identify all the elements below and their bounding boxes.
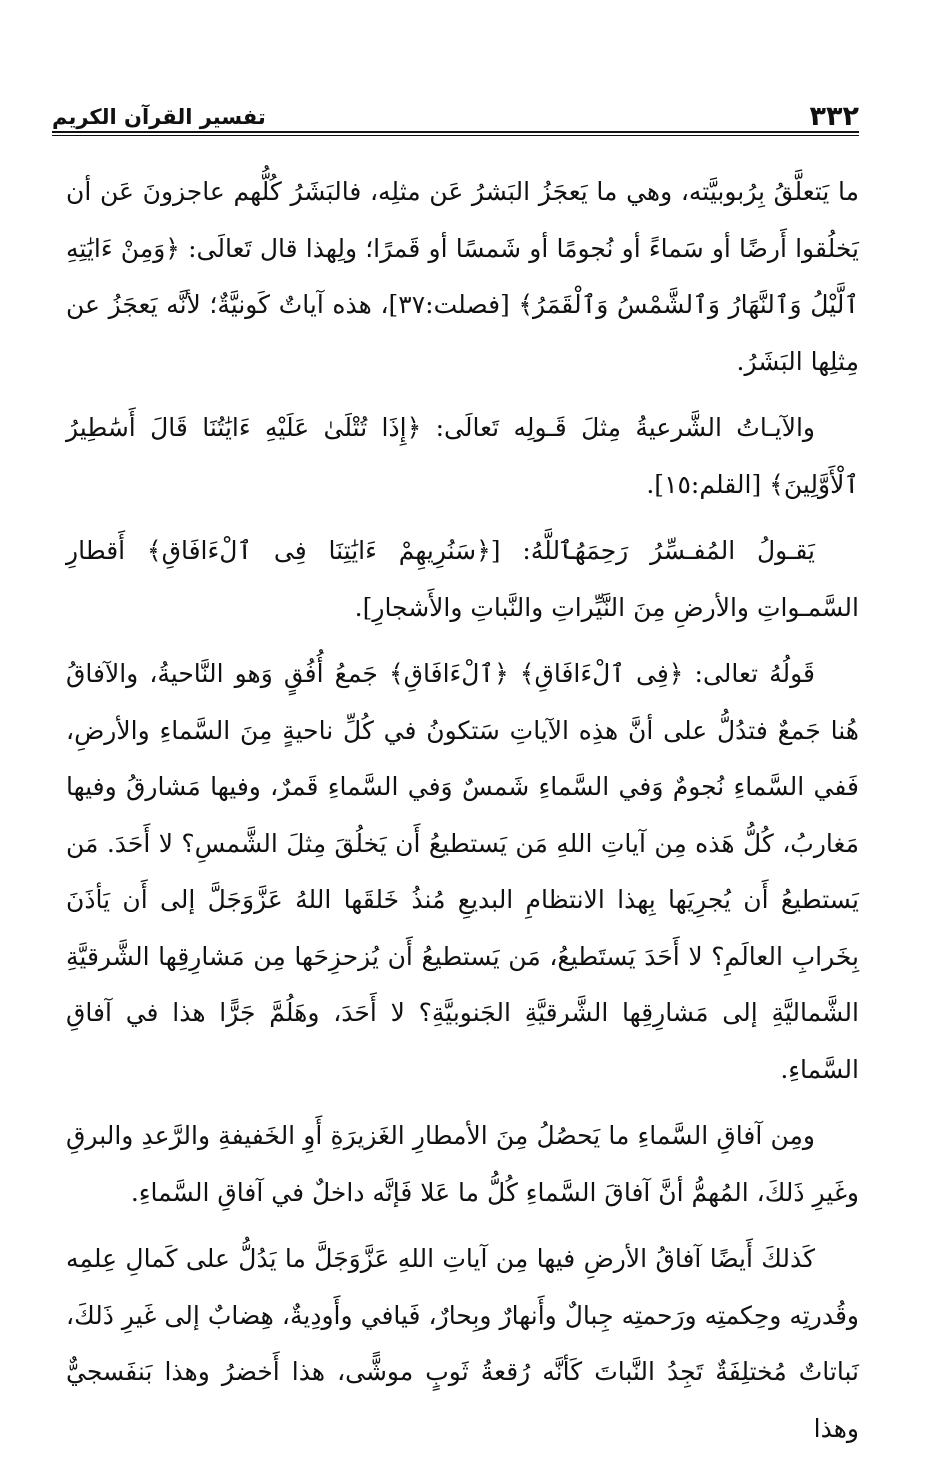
page-body (66, 164, 859, 1467)
page-header (52, 92, 859, 132)
paragraph-4: قَولُهُ تعالى: ﴿فِى ٱلْءَافَاقِ﴾ ﴿ٱلْءَافَاقِ﴾ جَمعُ أُفُقٍ وَهو النَّاحيةُ، والآفاقُ هُنا جَمعٌ فتدُلُّ على أنَّ هذِه الآياتِ سَتكونُ في كُلِّ ناحيةٍ مِنَ السَّماءِ والأرضِ، فَفي السَّماءِ نُجومٌ وَفي السَّماءِ شَمسٌ وَفي السَّماءِ قَمرٌ، وفيها مَشارقُ وفيها مَغاربُ، كُلُّ هَذه مِن آياتِ اللهِ مَن يَستطيعُ أَن يَخلُقَ مِثلَ الشَّمسِ؟ لا أَحَدَ. مَن يَستطيعُ أَن يُجرِيَها بِهذا الانتظامِ البديعِ مُنذُ خَلقَها اللهُ عَزَّوَجَلَّ إلى أَن يَأذَنَ بِخَرابِ العالَمِ؟ لا أَحَدَ يَستَطيعُ، مَن يَستطيعُ أَن يُزحزِحَها مِن مَشارِقِها الشَّرقيَّةِ الشَّماليَّةِ إلى مَشارِقِها الشَّرقيَّةِ الجَنوبيَّةِ؟ لا أَحَدَ، وهَلُمَّ جَرًّا هذا في آفاقِ السَّماءِ. (66, 659, 859, 1084)
header-rule (52, 131, 859, 133)
paragraph-1: ما يَتعلَّقُ بِرُبوبيَّته، وهي ما يَعجَزُ البَشرُ عَن مثلِه، فالبَشَرُ كُلُّهم عاجزونَ عَن أن يَخلُقوا أَرضًا أو سَماءً أو نُجومًا أو شَمسًا أو قَمرًا؛ ولِهذا قال تَعالَى: ﴿وَمِنْ ءَايَٰتِهِ ٱلَّيْلُ وَٱلنَّهَارُ وَٱلشَّمْسُ وَٱلْقَمَرُ﴾ [فصلت:٣٧]، هذه آياتٌ كَونيَّةٌ؛ لأنَّه يَعجَزُ عن مِثلِها البَشَرُ. (66, 177, 859, 376)
header-rule-thin (52, 135, 859, 136)
paragraph-5: ومِن آفاقِ السَّماءِ ما يَحصُلُ مِنَ الأمطارِ الغَزيرَةِ أَوِ الخَفيفةِ والرَّعدِ والبرقِ وغَيرِ ذَلكَ، المُهمُّ أنَّ آفاقَ السَّماءِ كُلُّ ما عَلا فَإنَّه داخلٌ في آفاقِ السَّماءِ. (66, 1121, 859, 1207)
page-number: ٣٣٢ (809, 101, 859, 132)
paragraph-2: والآيـاتُ الشَّرعيةُ مِثلَ قَـولِه تَعالَى: ﴿إِذَا تُتْلَىٰ عَلَيْهِ ءَايَٰتُنَا قَالَ أَسَٰطِيرُ ٱلْأَوَّلِينَ﴾ [القلم:١٥]. (66, 413, 859, 499)
paragraph-3: يَقـولُ المُفـسِّرُ رَحِمَهُٱللَّهُ: [﴿سَنُرِيهِمْ ءَايَٰتِنَا فِى ٱلْءَافَاقِ﴾ أَقطارِ السَّمـواتِ والأرضِ مِنَ النَّيِّراتِ والنَّباتِ والأَشجارِ]. (66, 536, 859, 622)
paragraph-6: كَذلكَ أَيضًا آفاقُ الأرضِ فيها مِن آياتِ اللهِ عَزَّوَجَلَّ ما يَدُلُّ على كَمالِ عِلمِه وقُدرتِه وحِكمتِه ورَحمتِه جِبالٌ وأَنهارٌ وبِحارٌ، فَيافي وأَودِيةٌ، هِضابٌ إلى غَيرِ ذَلكَ، نَباتاتٌ مُختلِفَةٌ تَجِدُ النَّباتَ كَأنَّه رُقعةُ ثَوبٍ موشًّى، هذا أَخضرُ وهذا بَنفَسجيٌّ وهذا (66, 1244, 859, 1443)
book-title: تفسير القرآن الكريم (52, 105, 266, 129)
